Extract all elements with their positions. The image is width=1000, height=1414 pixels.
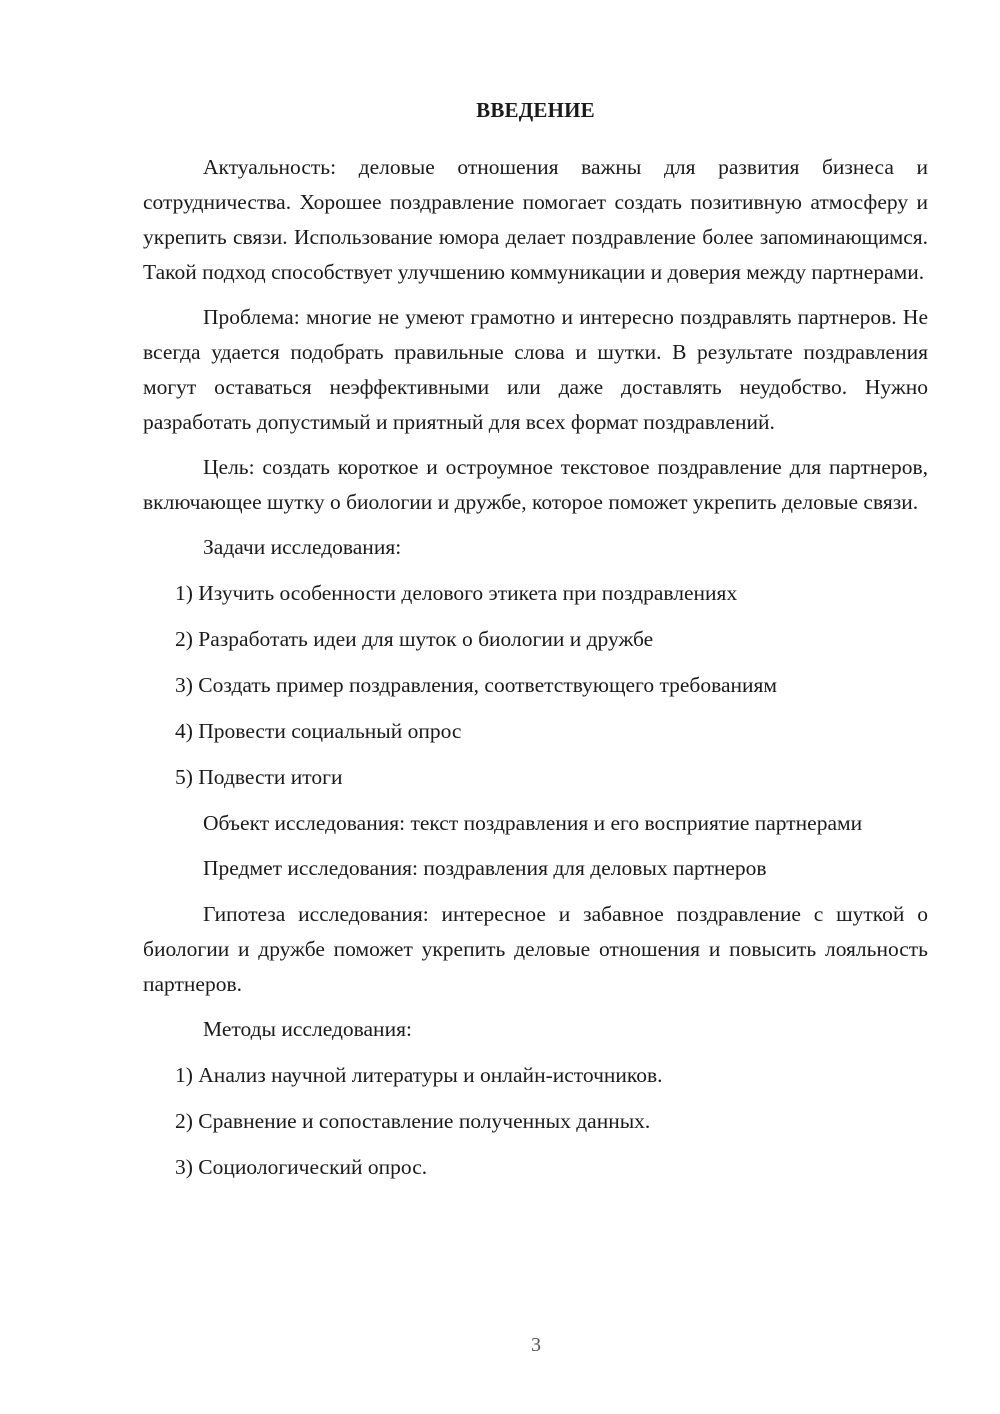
hypothesis-paragraph: Гипотеза исследования: интересное и забавное поздравление с шуткой о биологии и дружбе поможет укрепить деловые отношения и повысить лояльность партнеров. [143,902,928,996]
subject-paragraph: Предмет исследования: поздравления для деловых партнеров [203,856,767,880]
task-item: 5) Подвести итоги [175,765,343,789]
object-paragraph: Объект исследования: текст поздравления и его восприятие партнерами [203,811,863,835]
page-body [143,92,928,1196]
method-item: 1) Анализ научной литературы и онлайн-источников. [175,1063,663,1087]
method-item: 3) Социологический опрос. [175,1155,428,1179]
page-number: 3 [531,1334,541,1356]
methods-heading: Методы исследования: [203,1017,412,1041]
goal-paragraph: Цель: создать короткое и остроумное текстовое поздравление для партнеров, включающее шутку о биологии и дружбе, которое поможет укрепить деловые связи. [143,455,928,514]
task-item: 2) Разработать идеи для шуток о биологии и дружбе [175,627,654,651]
section-title: ВВЕДЕНИЕ [476,98,595,122]
task-item: 3) Создать пример поздравления, соответствующего требованиям [175,673,778,697]
method-item: 2) Сравнение и сопоставление полученных данных. [175,1109,651,1133]
problem-paragraph: Проблема: многие не умеют грамотно и интересно поздравлять партнеров. Не всегда удается подобрать правильные слова и шутки. В результате поздравления могут оставаться неэффективными или даже доставлять неудобство. Нужно разработать допустимый и приятный для всех формат поздравлений. [143,305,928,434]
tasks-heading: Задачи исследования: [203,535,402,559]
relevance-paragraph: Актуальность: деловые отношения важны для развития бизнеса и сотрудничества. Хорошее поздравление помогает создать позитивную атмосферу и укрепить связи. Использование юмора делает поздравление более запоминающимся. Такой подход способствует улучшению коммуникации и доверия между партнерами. [143,155,928,284]
task-item: 1) Изучить особенности делового этикета при поздравлениях [175,581,738,605]
task-item: 4) Провести социальный опрос [175,719,462,743]
